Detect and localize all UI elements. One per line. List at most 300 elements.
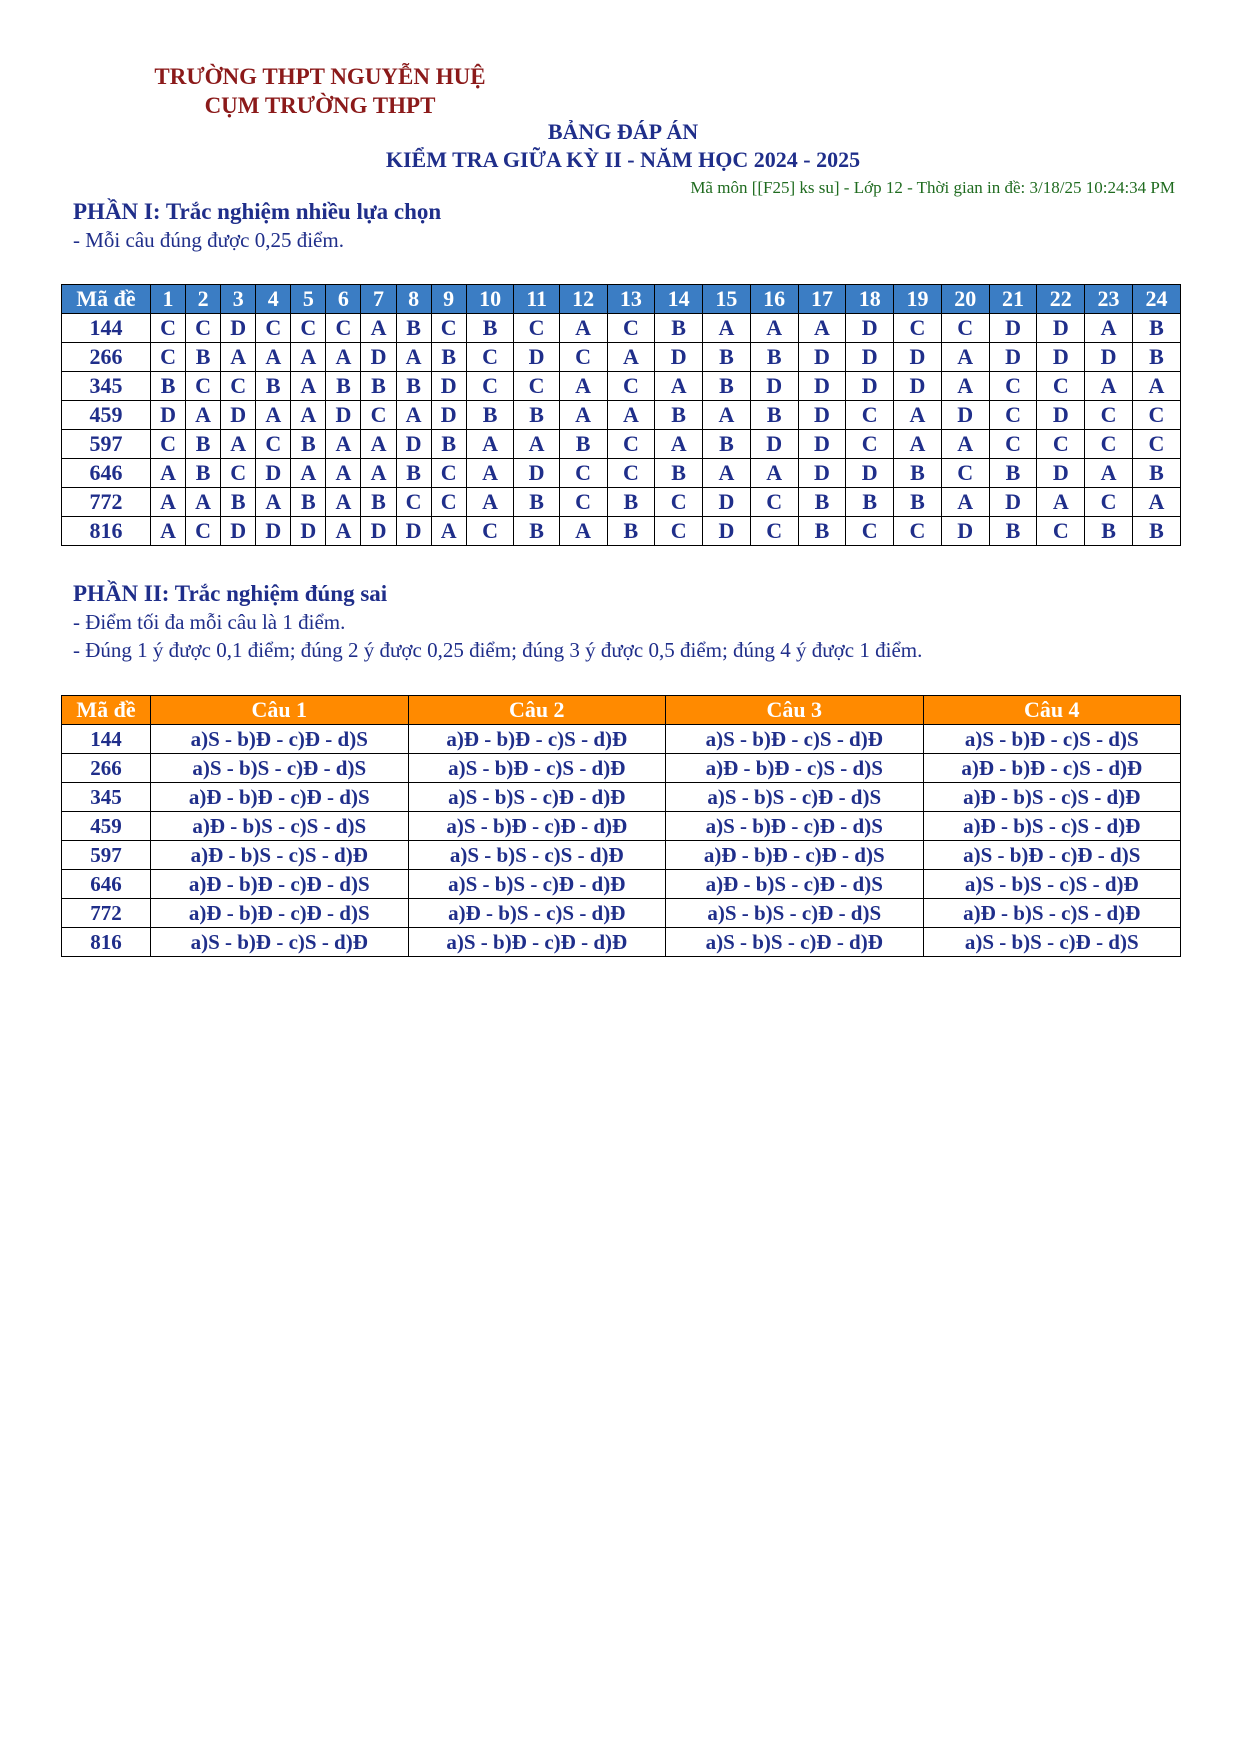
answer-cell: C [1085,430,1133,459]
answer-cell: C [1132,401,1180,430]
answer-cell: A [151,459,186,488]
answer-cell: A [703,314,751,343]
answer-cell: A [326,430,361,459]
answer-cell: B [396,459,431,488]
answer-cell: A [798,314,846,343]
answer-cell: A [291,372,326,401]
answer-cell: C [750,517,798,546]
answer-cell: C [559,459,607,488]
answer-cell: a)Đ - b)Đ - c)Đ - d)S [151,783,409,812]
answer-cell: C [291,314,326,343]
answer-cell: A [559,372,607,401]
answer-cell: a)Đ - b)Đ - c)Đ - d)S [151,899,409,928]
answer-cell: C [431,314,466,343]
answer-cell: C [151,430,186,459]
answer-cell: D [396,517,431,546]
answer-cell: a)Đ - b)S - c)S - d)S [151,812,409,841]
exam-code-cell: 144 [62,725,151,754]
answer-cell: A [326,459,361,488]
answer-cell: B [750,401,798,430]
answer-cell: a)S - b)Đ - c)S - d)Đ [408,754,666,783]
answer-cell: A [186,488,221,517]
answer-cell: B [846,488,894,517]
answer-cell: B [514,488,559,517]
table-row [62,812,1181,841]
answer-cell: A [221,430,256,459]
table-row [62,754,1181,783]
answer-cell: A [941,488,989,517]
answer-cell: B [894,488,942,517]
answer-cell: C [1085,401,1133,430]
answer-cell: C [941,314,989,343]
answer-cell: C [1037,430,1085,459]
answer-cell: A [941,372,989,401]
answer-cell: B [607,517,655,546]
answer-cell: B [291,488,326,517]
answer-cell: a)S - b)S - c)Đ - d)Đ [408,783,666,812]
answer-cell: B [559,430,607,459]
answer-cell: C [151,314,186,343]
answer-cell: D [798,401,846,430]
answer-cell: A [559,517,607,546]
answer-cell: C [989,401,1037,430]
table-row [62,372,1181,401]
answer-cell: C [431,488,466,517]
answer-cell: B [186,459,221,488]
exam-code-cell: 646 [62,870,151,899]
answer-cell: C [466,343,514,372]
question-column-header: 3 [221,285,256,314]
answer-cell: a)S - b)Đ - c)Đ - d)S [666,812,924,841]
answer-cell: B [703,343,751,372]
answer-cell: B [151,372,186,401]
question-column-header: Câu 2 [408,696,666,725]
question-column-header: 1 [151,285,186,314]
answer-cell: a)S - b)Đ - c)Đ - d)Đ [408,812,666,841]
answer-cell: C [607,372,655,401]
table-row [62,783,1181,812]
answer-cell: A [466,488,514,517]
answer-cell: D [846,372,894,401]
part1-answer-table [61,284,1181,546]
question-column-header: 8 [396,285,431,314]
subject-line: Mã môn [[F25] ks su] - Lớp 12 - Thời gian in đề: 3/18/25 10:24:34 PM [690,178,1175,197]
answer-cell: D [798,372,846,401]
part1-section [73,198,441,254]
answer-cell: D [1037,459,1085,488]
answer-cell: A [1132,488,1180,517]
answer-cell: C [361,401,396,430]
answer-cell: C [186,517,221,546]
question-column-header: 17 [798,285,846,314]
answer-cell: D [1085,343,1133,372]
exam-code-cell: 646 [62,459,151,488]
answer-cell: D [514,459,559,488]
answer-cell: A [361,314,396,343]
answer-cell: B [186,343,221,372]
answer-cell: B [607,488,655,517]
answer-cell: C [431,459,466,488]
answer-cell: A [894,401,942,430]
answer-cell: D [798,430,846,459]
exam-code-cell: 144 [62,314,151,343]
answer-cell: B [655,401,703,430]
question-column-header: Câu 1 [151,696,409,725]
table-row [62,343,1181,372]
answer-cell: D [514,343,559,372]
answer-cell: C [186,314,221,343]
exam-code-cell: 266 [62,343,151,372]
answer-cell: A [894,430,942,459]
answer-cell: D [989,314,1037,343]
table-header-row [62,696,1181,725]
exam-code-cell: 345 [62,372,151,401]
part2-answer-table [61,695,1181,957]
answer-cell: a)S - b)Đ - c)Đ - d)Đ [408,928,666,957]
answer-cell: B [396,372,431,401]
question-column-header: Câu 3 [666,696,924,725]
answer-cell: A [466,430,514,459]
answer-cell: A [326,488,361,517]
answer-cell: D [1037,401,1085,430]
answer-cell: A [326,343,361,372]
answer-cell: C [941,459,989,488]
answer-cell: D [431,372,466,401]
answer-cell: a)Đ - b)S - c)S - d)Đ [408,899,666,928]
table-row [62,899,1181,928]
answer-cell: A [750,459,798,488]
answer-cell: B [361,372,396,401]
question-column-header: 6 [326,285,361,314]
answer-cell: C [151,343,186,372]
answer-cell: C [750,488,798,517]
answer-cell: C [559,488,607,517]
answer-cell: a)Đ - b)S - c)Đ - d)S [666,870,924,899]
answer-cell: C [607,314,655,343]
answer-cell: D [941,517,989,546]
answer-cell: a)S - b)S - c)Đ - d)S [666,899,924,928]
answer-cell: D [894,343,942,372]
answer-cell: a)S - b)S - c)S - d)Đ [923,870,1181,899]
table-row [62,725,1181,754]
answer-cell: A [291,401,326,430]
exam-code-cell: 459 [62,812,151,841]
exam-code-cell: 459 [62,401,151,430]
answer-cell: D [846,343,894,372]
answer-cell: A [607,401,655,430]
question-column-header: 7 [361,285,396,314]
exam-code-cell: 597 [62,430,151,459]
answer-cell: C [256,430,291,459]
answer-cell: D [989,488,1037,517]
answer-cell: A [655,430,703,459]
question-column-header: 24 [1132,285,1180,314]
answer-cell: D [750,430,798,459]
exam-title: KIỂM TRA GIỮA KỲ II - NĂM HỌC 2024 - 2025 [385,147,861,172]
exam-code-cell: 597 [62,841,151,870]
answer-cell: A [1085,372,1133,401]
answer-cell: a)Đ - b)Đ - c)S - d)Đ [408,725,666,754]
answer-cell: A [1085,314,1133,343]
answer-cell: a)Đ - b)Đ - c)S - d)S [666,754,924,783]
answer-cell: D [941,401,989,430]
answer-cell: A [256,401,291,430]
answer-cell: D [221,314,256,343]
answer-cell: D [655,343,703,372]
exam-code-cell: 816 [62,928,151,957]
answer-cell: C [514,314,559,343]
answer-cell: A [1132,372,1180,401]
table-row [62,841,1181,870]
answer-cell: B [703,372,751,401]
question-column-header: 23 [1085,285,1133,314]
answer-cell: A [703,401,751,430]
answer-cell: C [655,488,703,517]
answer-cell: D [798,459,846,488]
answer-cell: B [1132,343,1180,372]
question-column-header: Câu 4 [923,696,1181,725]
answer-cell: A [291,459,326,488]
answer-cell: C [559,343,607,372]
answer-cell: A [703,459,751,488]
answer-cell: C [607,459,655,488]
answer-cell: A [291,343,326,372]
answer-cell: D [361,517,396,546]
answer-cell: D [326,401,361,430]
answer-cell: C [989,430,1037,459]
school-name: TRƯỜNG THPT NGUYỄN HUỆ [154,64,486,89]
part2-section [73,580,922,664]
exam-code-cell: 266 [62,754,151,783]
table-row [62,488,1181,517]
answer-cell: B [1132,459,1180,488]
question-column-header: 2 [186,285,221,314]
question-column-header: 12 [559,285,607,314]
answer-cell: C [1132,430,1180,459]
table-row [62,928,1181,957]
answer-cell: D [221,517,256,546]
answer-cell: A [431,517,466,546]
answer-cell: D [1037,314,1085,343]
answer-cell: C [846,401,894,430]
answer-cell: C [396,488,431,517]
answer-cell: B [466,314,514,343]
answer-cell: D [151,401,186,430]
code-column-header: Mã đề [62,285,151,314]
question-column-header: 22 [1037,285,1085,314]
answer-cell: A [941,430,989,459]
answer-cell: A [221,343,256,372]
answer-cell: a)S - b)S - c)Đ - d)S [151,754,409,783]
answer-cell: B [1132,517,1180,546]
answer-cell: A [514,430,559,459]
answer-cell: C [256,314,291,343]
exam-code-cell: 816 [62,517,151,546]
answer-cell: B [466,401,514,430]
school-header [100,62,540,120]
answer-cell: B [396,314,431,343]
table-row [62,314,1181,343]
answer-cell: A [559,314,607,343]
answer-cell: D [1037,343,1085,372]
answer-cell: D [396,430,431,459]
answer-cell: D [989,343,1037,372]
answer-cell: A [750,314,798,343]
answer-cell: D [431,401,466,430]
answer-cell: a)S - b)Đ - c)S - d)Đ [151,928,409,957]
question-column-header: 13 [607,285,655,314]
answer-cell: D [846,459,894,488]
answer-cell: A [1037,488,1085,517]
question-column-header: 10 [466,285,514,314]
answer-cell: a)Đ - b)Đ - c)Đ - d)S [151,870,409,899]
answer-cell: A [396,343,431,372]
question-column-header: 5 [291,285,326,314]
answer-cell: B [361,488,396,517]
answer-cell: A [186,401,221,430]
answer-cell: B [514,401,559,430]
answer-cell: C [326,314,361,343]
answer-cell: a)Đ - b)Đ - c)Đ - d)S [666,841,924,870]
table-header-row [62,285,1181,314]
code-column-header: Mã đề [62,696,151,725]
document-title [0,118,1241,174]
question-column-header: 11 [514,285,559,314]
answer-cell: D [361,343,396,372]
answer-cell: D [256,517,291,546]
answer-cell: A [941,343,989,372]
answer-cell: a)Đ - b)Đ - c)S - d)Đ [923,754,1181,783]
answer-cell: D [703,488,751,517]
answer-cell: B [894,459,942,488]
answer-cell: B [750,343,798,372]
answer-cell: B [431,430,466,459]
answer-cell: a)Đ - b)S - c)S - d)Đ [923,812,1181,841]
question-column-header: 20 [941,285,989,314]
answer-key-title: BẢNG ĐÁP ÁN [547,119,699,144]
table-row [62,430,1181,459]
answer-cell: a)Đ - b)S - c)S - d)Đ [923,899,1181,928]
answer-cell: a)Đ - b)S - c)S - d)Đ [923,783,1181,812]
part2-note-2: - Đúng 1 ý được 0,1 điểm; đúng 2 ý được 0,25 điểm; đúng 3 ý được 0,5 điểm; đúng 4 ý được 1 điểm. [73,638,923,662]
answer-cell: D [221,401,256,430]
answer-cell: A [396,401,431,430]
answer-cell: A [361,430,396,459]
answer-cell: C [989,372,1037,401]
answer-cell: A [256,488,291,517]
question-column-header: 16 [750,285,798,314]
answer-cell: D [256,459,291,488]
answer-cell: B [1132,314,1180,343]
answer-cell: a)S - b)S - c)Đ - d)Đ [666,928,924,957]
answer-cell: B [798,517,846,546]
answer-cell: C [221,459,256,488]
exam-code-cell: 772 [62,899,151,928]
answer-cell: B [221,488,256,517]
table-row [62,517,1181,546]
question-column-header: 9 [431,285,466,314]
answer-cell: A [1085,459,1133,488]
table-row [62,401,1181,430]
question-column-header: 19 [894,285,942,314]
part2-note-1: - Điểm tối đa mỗi câu là 1 điểm. [73,610,346,634]
answer-cell: A [607,343,655,372]
answer-cell: A [361,459,396,488]
answer-cell: a)S - b)Đ - c)S - d)Đ [666,725,924,754]
answer-cell: B [431,343,466,372]
answer-cell: a)S - b)S - c)Đ - d)S [666,783,924,812]
cluster-name: CỤM TRƯỜNG THPT [204,93,436,118]
answer-cell: B [798,488,846,517]
answer-cell: B [291,430,326,459]
answer-cell: A [326,517,361,546]
table-row [62,870,1181,899]
answer-cell: C [655,517,703,546]
answer-cell: D [798,343,846,372]
answer-cell: a)S - b)Đ - c)Đ - d)S [151,725,409,754]
answer-cell: C [221,372,256,401]
answer-cell: C [466,372,514,401]
question-column-header: 18 [846,285,894,314]
answer-cell: C [894,314,942,343]
answer-cell: B [326,372,361,401]
answer-cell: B [655,459,703,488]
answer-cell: A [256,343,291,372]
table-row [62,459,1181,488]
answer-cell: D [894,372,942,401]
question-column-header: 15 [703,285,751,314]
answer-cell: C [186,372,221,401]
answer-cell: C [1085,488,1133,517]
answer-cell: B [655,314,703,343]
answer-cell: D [703,517,751,546]
answer-cell: a)S - b)Đ - c)Đ - d)S [923,841,1181,870]
answer-cell: C [607,430,655,459]
question-column-header: 4 [256,285,291,314]
answer-cell: A [151,488,186,517]
answer-cell: a)Đ - b)S - c)S - d)Đ [151,841,409,870]
answer-cell: a)S - b)Đ - c)S - d)S [923,725,1181,754]
part1-heading: PHẦN I: Trắc nghiệm nhiều lựa chọn [73,199,442,224]
answer-cell: C [1037,372,1085,401]
answer-cell: B [514,517,559,546]
answer-cell: a)S - b)S - c)S - d)Đ [408,841,666,870]
answer-cell: D [291,517,326,546]
exam-code-cell: 772 [62,488,151,517]
answer-cell: D [846,314,894,343]
part1-note: - Mỗi câu đúng được 0,25 điểm. [73,228,344,252]
answer-cell: A [151,517,186,546]
question-column-header: 14 [655,285,703,314]
question-column-header: 21 [989,285,1037,314]
answer-cell: B [186,430,221,459]
answer-cell: B [1085,517,1133,546]
answer-cell: C [1037,517,1085,546]
answer-cell: C [846,430,894,459]
answer-cell: a)S - b)S - c)Đ - d)Đ [408,870,666,899]
answer-cell: C [846,517,894,546]
answer-cell: C [514,372,559,401]
answer-cell: B [256,372,291,401]
answer-cell: C [894,517,942,546]
answer-cell: a)S - b)S - c)Đ - d)S [923,928,1181,957]
answer-cell: A [559,401,607,430]
answer-cell: A [466,459,514,488]
answer-cell: C [466,517,514,546]
answer-cell: B [989,517,1037,546]
answer-cell: B [703,430,751,459]
answer-cell: D [750,372,798,401]
